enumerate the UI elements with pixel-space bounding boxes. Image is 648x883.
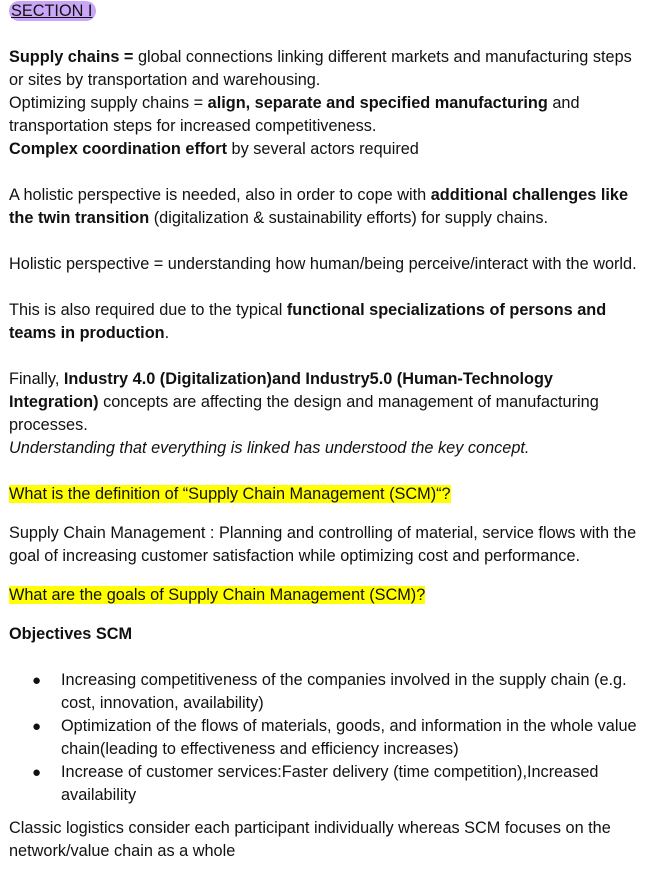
paragraph-specializations [9,299,645,345]
highlighted-question: What is the definition of “Supply Chain Management (SCM)“? [9,485,451,503]
list-item [9,761,645,807]
bold-fragment: additional challenges like the twin transition [9,186,628,227]
paragraph-holistic-need [9,184,645,230]
text-fragment: by several actors required [227,140,419,158]
text-fragment: A holistic perspective is needed, also in order to cope with [9,186,431,204]
paragraph-key-concept: Understanding that everything is linked has understood the key concept. [9,439,530,457]
text-fragment: This is also required due to the typical [9,301,287,319]
list-item [9,715,645,761]
section-heading: SECTION I [9,1,96,21]
bold-fragment: align, separate and specified manufacturing [207,94,548,112]
text-fragment: Optimizing supply chains = [9,94,208,112]
term-supply-chains: Supply chains = [9,48,134,66]
paragraph-closing: Classic logistics consider each participant individually whereas SCM focuses on the network/value chain as a whole [9,819,611,860]
text-fragment: concepts are affecting the design and management of manufacturing processes. [9,393,599,434]
question-definition [9,483,645,506]
paragraph-optimizing [9,92,645,138]
objectives-list [9,669,645,807]
bullet-icon: ● [32,672,42,689]
bold-fragment: Complex coordination effort [9,140,227,158]
list-item-text: Increasing competitiveness of the companies involved in the supply chain (e.g. cost, innovation, availability) [61,671,627,712]
answer-definition: Supply Chain Management : Planning and controlling of material, service flows with the goal of increasing customer satisfaction while optimizing cost and performance. [9,524,637,565]
list-item-text: Optimization of the flows of materials, goods, and information in the whole value chain(leading to effectiveness and efficiency increases) [61,717,637,758]
text-fragment: (digitalization & sustainability efforts) for supply chains. [149,209,548,227]
paragraph-industry [9,368,645,437]
bold-fragment: functional specializations of persons and teams in production [9,301,607,342]
highlighted-question: What are the goals of Supply Chain Management (SCM)? [9,586,426,604]
paragraph-holistic-definition: Holistic perspective = understanding how human/being perceive/interact with the world. [9,255,637,273]
text-fragment: and transportation steps for increased competitiveness. [9,94,580,135]
document-page [9,0,645,863]
paragraph-supply-chains [9,46,645,92]
list-item [9,669,645,715]
bullet-icon: ● [32,764,42,781]
definition-supply-chains: global connections linking different markets and manufacturing steps or sites by transportation and warehousing. [9,48,632,89]
bold-fragment: Industry 4.0 (Digitalization)and Industry5.0 (Human-Technology Integration) [9,370,553,411]
objectives-heading: Objectives SCM [9,625,133,643]
text-fragment: Finally, [9,370,64,388]
list-item-text: Increase of customer services:Faster delivery (time competition),Increased availability [61,763,599,804]
question-goals [9,584,645,607]
text-fragment: . [164,324,170,342]
bullet-icon: ● [32,718,42,735]
paragraph-coordination [9,138,645,161]
